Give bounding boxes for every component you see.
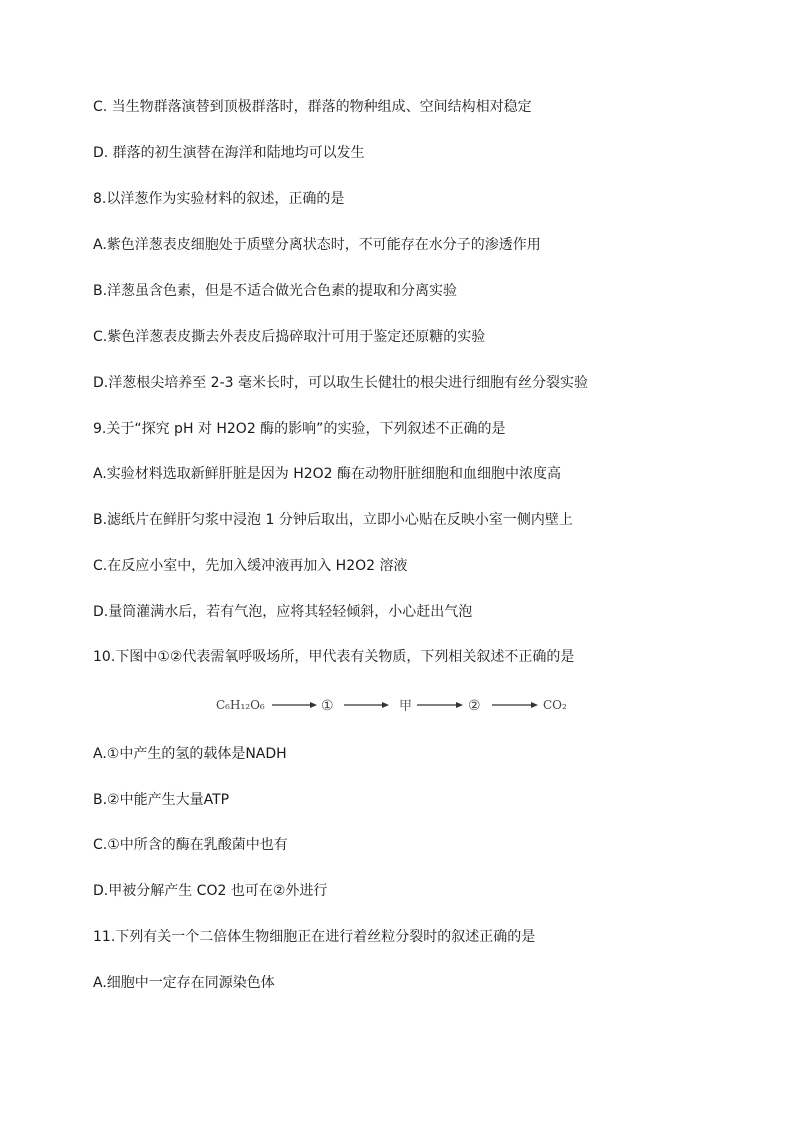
diagram-arrowhead-1	[310, 702, 317, 708]
respiration-flow-diagram	[210, 692, 590, 718]
diagram-glucose-label: C₆H₁₂O₆	[216, 698, 265, 712]
diagram-site-2-label: ②	[468, 698, 481, 714]
question-11-option-a: A.细胞中一定存在同源染色体	[93, 975, 275, 991]
question-8-option-c: C.紫色洋葱表皮撕去外表皮后捣碎取汁可用于鉴定还原糖的实验	[93, 329, 486, 345]
question-9-option-d: D.量筒灌满水后，若有气泡，应将其轻轻倾斜，小心赶出气泡	[93, 604, 473, 620]
question-10-option-c: C.①中所含的酶在乳酸菌中也有	[93, 837, 288, 853]
diagram-site-1-label: ①	[321, 698, 334, 714]
question-9-option-b: B.滤纸片在鲜肝匀浆中浸泡 1 分钟后取出，立即小心贴在反映小室一侧内壁上	[93, 512, 573, 528]
question-10-stem: 10.下图中①②代表需氧呼吸场所，甲代表有关物质，下列相关叙述不正确的是	[93, 649, 575, 665]
question-8-option-b: B.洋葱虽含色素，但是不适合做光合色素的提取和分离实验	[93, 283, 458, 299]
question-10-option-b: B.②中能产生大量ATP	[93, 792, 230, 808]
question-8-stem: 8.以洋葱作为实验材料的叙述，正确的是	[93, 191, 345, 207]
diagram-substance-jia-label: 甲	[399, 699, 413, 714]
diagram-arrowhead-3	[456, 702, 463, 708]
question-10-option-d: D.甲被分解产生 CO2 也可在②外进行	[93, 883, 328, 899]
text-line-7c: C. 当生物群落演替到顶极群落时，群落的物种组成、空间结构相对稳定	[93, 99, 532, 115]
diagram-co2-label: CO₂	[543, 698, 567, 712]
diagram-arrowhead-4	[531, 702, 538, 708]
question-9-option-c: C.在反应小室中，先加入缓冲液再加入 H2O2 溶液	[93, 558, 408, 574]
question-8-option-d: D.洋葱根尖培养至 2-3 毫米长时，可以取生长健壮的根尖进行细胞有丝分裂实验	[93, 375, 588, 391]
diagram-arrowhead-2	[382, 702, 389, 708]
question-10-option-a: A.①中产生的氢的载体是NADH	[93, 746, 287, 762]
question-9-option-a: A.实验材料选取新鲜肝脏是因为 H2O2 酶在动物肝脏细胞和血细胞中浓度高	[93, 466, 562, 482]
question-9-stem: 9.关于“探究 pH 对 H2O2 酶的影响”的实验，下列叙述不正确的是	[93, 421, 506, 437]
text-line-7d: D. 群落的初生演替在海洋和陆地均可以发生	[93, 145, 365, 161]
question-8-option-a: A.紫色洋葱表皮细胞处于质壁分离状态时，不可能存在水分子的渗透作用	[93, 237, 541, 253]
question-11-stem: 11.下列有关一个二倍体生物细胞正在进行着丝粒分裂时的叙述正确的是	[93, 929, 536, 945]
